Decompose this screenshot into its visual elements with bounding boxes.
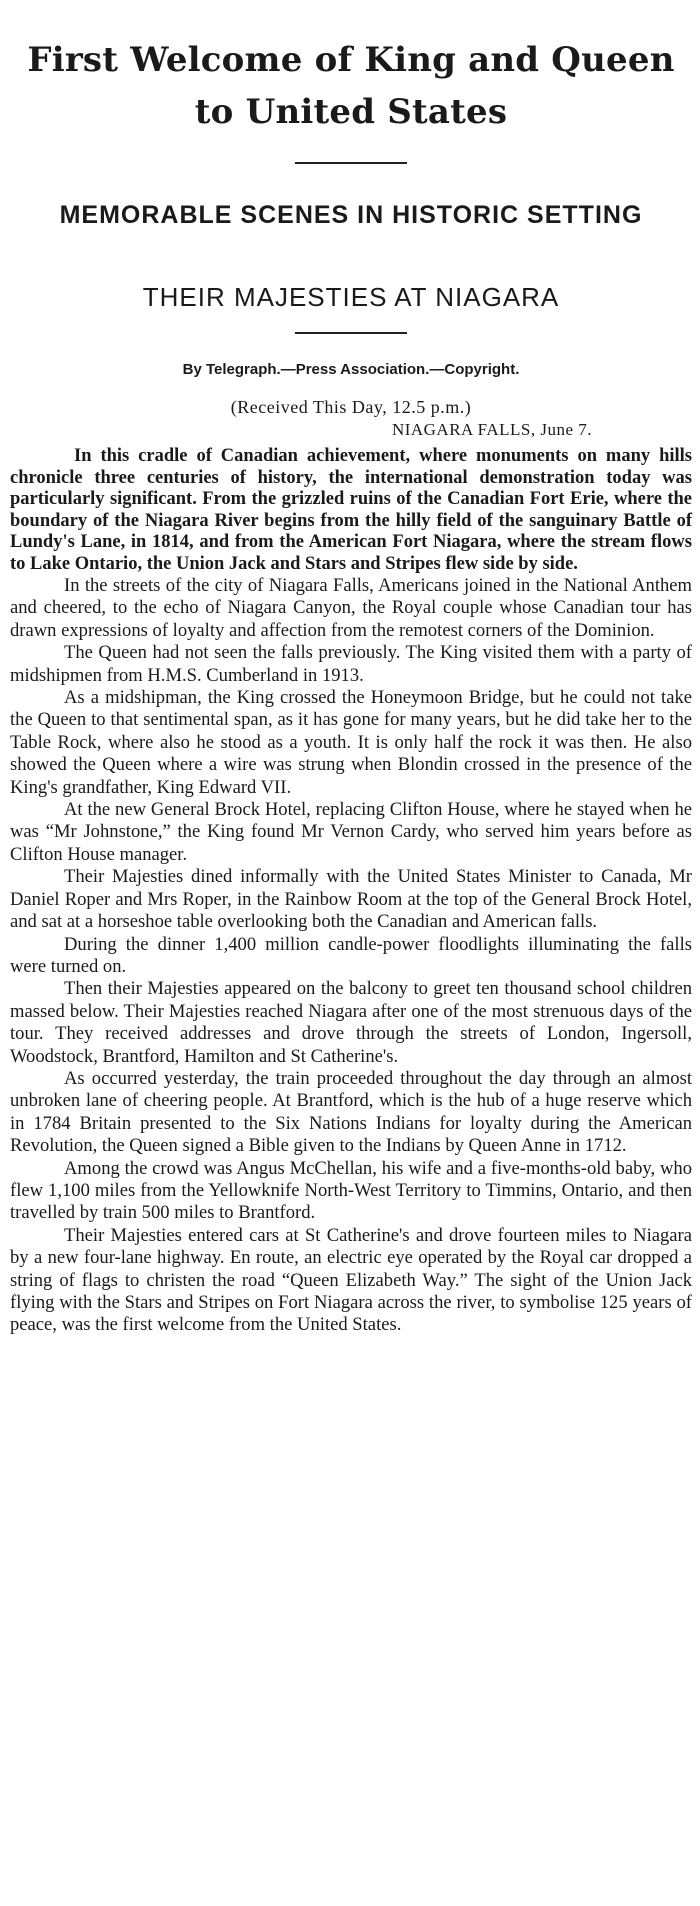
subheading: MEMORABLE SCENES IN HISTORIC SETTING bbox=[59, 201, 643, 229]
subheading-divider bbox=[295, 332, 407, 334]
received-time: (Received This Day, 12.5 p.m.) bbox=[230, 397, 472, 417]
headline-line-1: First Welcome of King and Queen bbox=[27, 40, 675, 80]
headline-divider bbox=[295, 162, 407, 164]
body-paragraph: At the new General Brock Hotel, replacing Clifton House, where he stayed when he was “Mr Johnstone,” the King found Mr Vernon Cardy, who served him years before as Clifton House manager. bbox=[10, 799, 692, 865]
lead-paragraph: In this cradle of Canadian achievement, where monuments on many hills chronicle three centuries of history, the international demonstration today was particularly significant. From the grizzled ruins of the Canadian Fort Erie, where the boundary of the Niagara River begins from the hilly field of the sanguinary Battle of Lundy's Lane, in 1814, and from the American Fort Niagara, where the stream flows to Lake Ontario, the Union Jack and Stars and Stripes flew side by side. bbox=[10, 446, 692, 574]
body-paragraph: Then their Majesties appeared on the balcony to greet ten thousand school children massed below. Their Majesties reached Niagara after one of the most strenuous days of the tour. They received addresses and drove through the streets of London, Ingersoll, Woodstock, Brantford, Hamilton and St Catherine's. bbox=[10, 978, 692, 1067]
article-body bbox=[10, 575, 692, 1337]
body-paragraph: As a midshipman, the King crossed the Honeymoon Bridge, but he could not take the Queen to that sentimental span, as it has gone for many years, but he did take her to the Table Rock, where also he stood as a youth. It is only half the rock it was then. He also showed the Queen where a wire was strung when Blondin crossed in the presence of the King's grandfather, King Edward VII. bbox=[10, 687, 692, 798]
byline: By Telegraph.—Press Association.—Copyright. bbox=[182, 361, 520, 378]
body-paragraph: Among the crowd was Angus McChellan, his wife and a five-months-old baby, who flew 1,100 miles from the Yellowknife North-West Territory to Timmins, Ontario, and then travelled by train 500 miles to Brantford. bbox=[10, 1157, 692, 1224]
headline-line-2: to United States bbox=[194, 92, 508, 132]
dateline: NIAGARA FALLS, June 7. bbox=[391, 420, 592, 439]
body-paragraph: Their Majesties entered cars at St Catherine's and drove fourteen miles to Niagara by a new four-lane highway. En route, an electric eye operated by the Royal car dropped a string of flags to christen the road “Queen Elizabeth Way.” The sight of the Union Jack flying with the Stars and Stripes on Fort Niagara across the river, to symbolise 125 years of peace, was the first welcome from the United States. bbox=[10, 1224, 692, 1336]
body-paragraph: In the streets of the city of Niagara Falls, Americans joined in the National Anthem and cheered, to the echo of Niagara Canyon, the Royal couple whose Canadian tour has drawn expressions of loyalty and affection from the remotest corners of the Dominion. bbox=[10, 575, 692, 641]
body-paragraph: The Queen had not seen the falls previously. The King visited them with a party of midshipmen from H.M.S. Cumberland in 1913. bbox=[10, 642, 692, 686]
body-paragraph: During the dinner 1,400 million candle-power floodlights illuminating the falls were turned on. bbox=[10, 933, 692, 977]
body-paragraph: As occurred yesterday, the train proceeded throughout the day through an almost unbroken lane of cheering people. At Brantford, which is the hub of a huge reserve which in 1784 Britain presented to the Six Nations Indians for loyalty during the American Revolution, the Queen signed a Bible given to the Indians by Queen Anne in 1712. bbox=[10, 1067, 692, 1157]
headline bbox=[10, 34, 692, 138]
secondary-subheading: THEIR MAJESTIES AT NIAGARA bbox=[142, 282, 560, 312]
body-paragraph: Their Majesties dined informally with the United States Minister to Canada, Mr Daniel Roper and Mrs Roper, in the Rainbow Room at the top of the General Brock Hotel, and sat at a horseshoe table overlooking both the Canadian and American falls. bbox=[10, 866, 692, 933]
